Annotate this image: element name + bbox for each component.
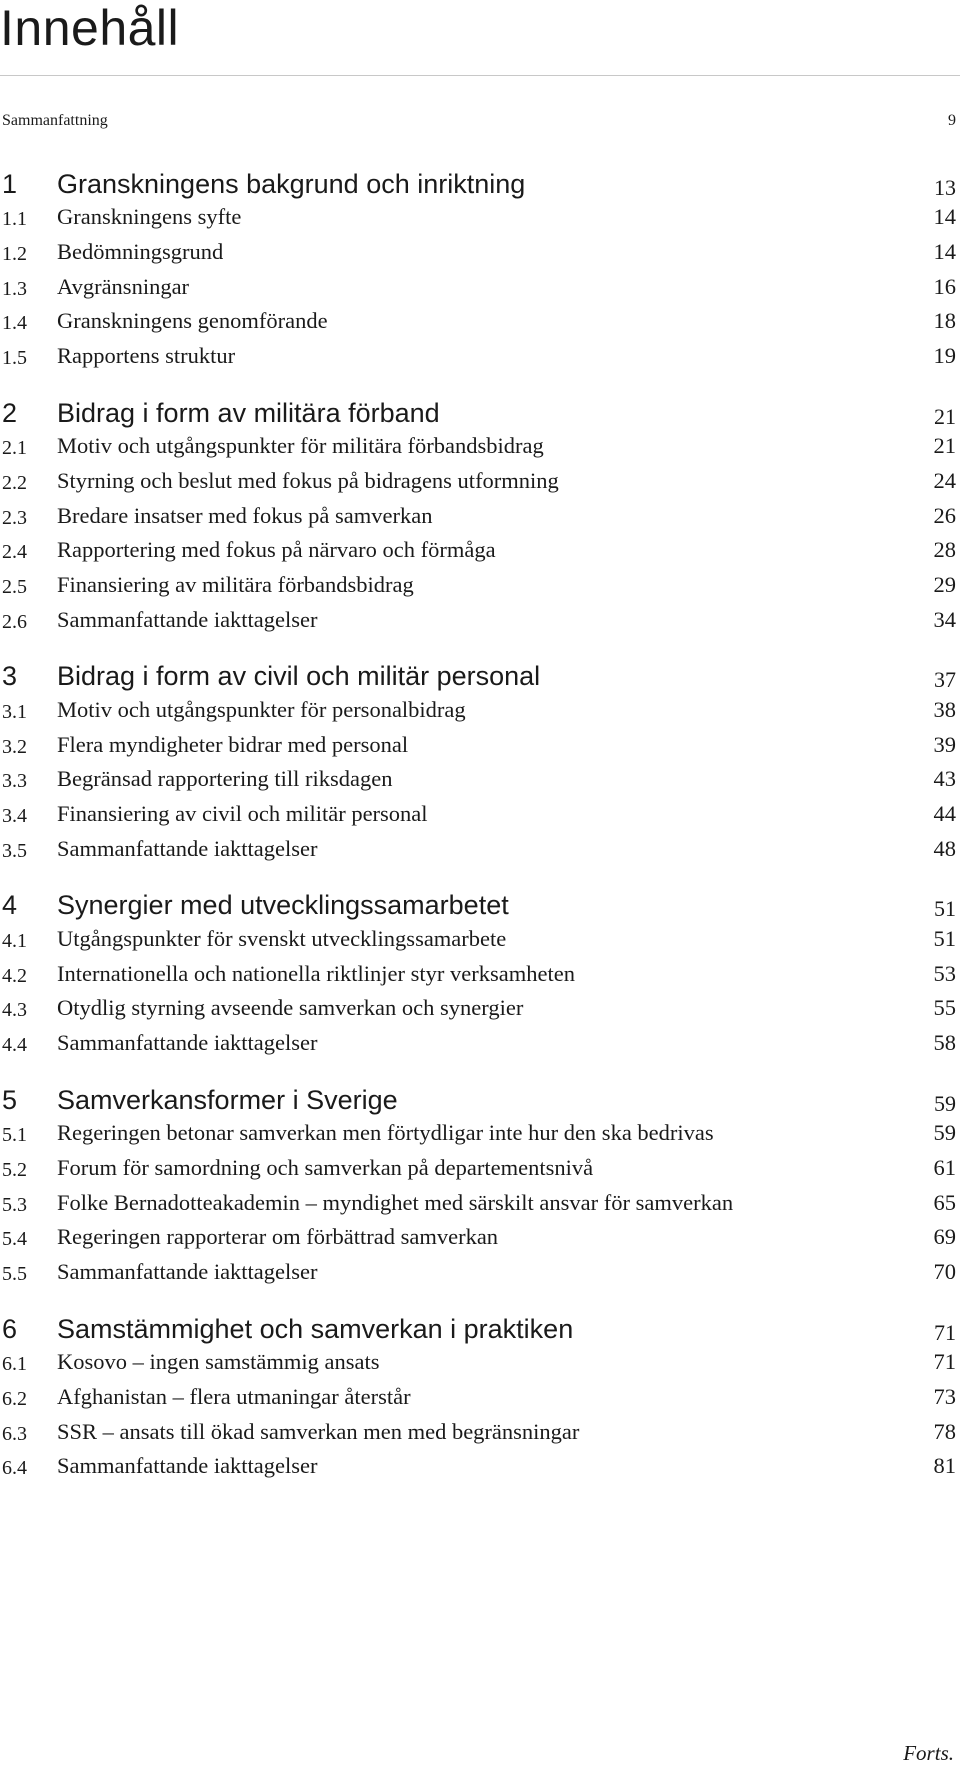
toc-section-row [0, 1188, 960, 1220]
toc-section-row [0, 1451, 960, 1483]
toc-number: 6.4 [2, 1457, 27, 1480]
toc-page-number: 29 [933, 572, 956, 597]
toc-number: 1 [2, 168, 18, 199]
toc-title: Granskningens syfte [57, 204, 242, 230]
toc-title: Sammanfattande iakttagelser [57, 606, 318, 632]
toc-title: SSR – ansats till ökad samverkan men med begränsningar [57, 1418, 580, 1444]
toc-section-row [0, 605, 960, 637]
toc-title: Otydlig styrning avseende samverkan och synergier [57, 995, 524, 1021]
toc-number: 2 [2, 397, 18, 428]
toc-section-row [0, 799, 960, 831]
toc-number: 1.2 [2, 242, 27, 265]
toc-number: 3.4 [2, 805, 27, 827]
toc-title: Avgränsningar [57, 273, 190, 299]
toc-page-number: 59 [934, 1090, 956, 1116]
toc-page-number: 24 [933, 467, 956, 493]
toc-number: 6 [2, 1313, 18, 1344]
toc-page-number: 44 [933, 801, 956, 826]
toc-page-number: 53 [933, 960, 956, 986]
toc-number: 6.2 [2, 1387, 27, 1410]
toc-page-number: 16 [933, 273, 956, 299]
toc-page-number: 9 [948, 112, 956, 129]
toc-number: 3.5 [2, 839, 27, 862]
toc-number: 1.1 [2, 208, 27, 231]
toc-title: Sammanfattande iakttagelser [57, 1453, 318, 1479]
toc-number: 2.1 [2, 437, 27, 460]
toc-section-row [0, 1118, 960, 1150]
toc-title: Finansiering av civil och militär personal [57, 801, 428, 826]
toc-title: Bidrag i form av militära förband [57, 397, 440, 428]
toc-number: 6.1 [2, 1353, 27, 1376]
toc-page-number: 19 [933, 343, 956, 368]
toc-section-row [0, 764, 960, 796]
toc-number: 3.1 [2, 700, 27, 723]
toc-page-number: 61 [933, 1154, 956, 1180]
toc-title: Motiv och utgångspunkter för militära förbandsbidrag [57, 433, 544, 459]
toc-page-number: 48 [933, 835, 956, 861]
toc-title: Internationella och nationella riktlinjer styr verksamheten [57, 960, 575, 986]
toc-page-number: 51 [933, 925, 956, 951]
title-divider [0, 75, 960, 76]
toc-number: 3.2 [2, 735, 27, 758]
toc-page-number: 78 [933, 1418, 956, 1444]
toc-title: Motiv och utgångspunkter för personalbidrag [57, 696, 466, 722]
toc-title: Styrning och beslut med fokus på bidragens utformning [57, 467, 559, 493]
toc-title: Sammanfattande iakttagelser [57, 1030, 318, 1055]
toc-number: 1.5 [2, 347, 27, 369]
toc-title: Folke Bernadotteakademin – myndighet med särskilt ansvar för samverkan [57, 1189, 734, 1215]
toc-section-row [0, 466, 960, 498]
continued-note: Forts. [903, 1741, 954, 1765]
toc-section-row [0, 431, 960, 463]
toc-number: 2.3 [2, 506, 27, 529]
toc-page-number: 73 [933, 1383, 956, 1409]
toc-title: Granskningens bakgrund och inriktning [57, 168, 526, 199]
toc-page-number: 51 [934, 896, 956, 922]
toc-number: 5.1 [2, 1124, 27, 1147]
toc-number: 4.1 [2, 929, 27, 952]
toc-page-number: 13 [934, 174, 956, 200]
toc-section-row [0, 993, 960, 1025]
toc-number: 4 [2, 890, 18, 921]
toc-section-row [0, 341, 960, 373]
toc-section-row [0, 306, 960, 338]
toc-title: Forum för samordning och samverkan på departementsnivå [57, 1154, 594, 1180]
toc-chapter-row [0, 1313, 960, 1345]
toc-page-number: 70 [933, 1259, 956, 1284]
toc-title: Sammanfattande iakttagelser [57, 835, 318, 861]
toc-page-number: 69 [933, 1224, 956, 1250]
toc-section-row [0, 1028, 960, 1060]
toc-title: Synergier med utvecklingssamarbetet [57, 890, 509, 921]
toc-page-number: 37 [934, 667, 956, 693]
toc-chapter-row [0, 889, 960, 921]
toc-number: 3.3 [2, 770, 27, 793]
toc-chapter-row [0, 1084, 960, 1116]
toc-number: 6.3 [2, 1422, 27, 1445]
toc-title: Samstämmighet och samverkan i praktiken [57, 1313, 574, 1344]
toc-title: Kosovo – ingen samstämmig ansats [57, 1349, 380, 1375]
toc-title: Rapportering med fokus på närvaro och förmåga [57, 537, 496, 563]
toc-title: Rapportens struktur [57, 343, 236, 368]
toc-page-number: 14 [933, 238, 956, 264]
toc-page-number: 43 [933, 766, 956, 792]
toc-title: Regeringen betonar samverkan men förtydligar inte hur den ska bedrivas [57, 1120, 714, 1146]
toc-chapter-row [0, 660, 960, 692]
toc-title: Bedömningsgrund [57, 238, 224, 264]
toc-number: 2.4 [2, 541, 27, 564]
toc-title: Bidrag i form av civil och militär personal [57, 661, 541, 692]
toc-number: 2.6 [2, 610, 27, 633]
toc-section-row [0, 501, 960, 533]
toc-title: Afghanistan – flera utmaningar återstår [57, 1383, 411, 1409]
toc-number: 5.3 [2, 1193, 27, 1216]
toc-page-number: 21 [933, 433, 956, 459]
toc-number: 5 [2, 1084, 18, 1115]
toc-title: Granskningens genomförande [57, 308, 328, 334]
toc-chapter-row [0, 168, 960, 200]
toc-section-row [0, 730, 960, 762]
toc-section-row [0, 959, 960, 991]
toc-number: 5.5 [2, 1263, 27, 1285]
toc-number: 4.3 [2, 999, 27, 1022]
toc-title: Regeringen rapporterar om förbättrad samverkan [57, 1224, 499, 1250]
toc-number: 5.2 [2, 1158, 27, 1181]
page-title: Innehåll [0, 0, 180, 56]
toc-title: Begränsad rapportering till riksdagen [57, 766, 393, 792]
toc-page-number: 71 [934, 1319, 956, 1345]
toc-page-number: 38 [933, 696, 956, 722]
toc-title: Samverkansformer i Sverige [57, 1084, 398, 1115]
toc-number: 1.3 [2, 277, 27, 300]
toc-title: Utgångspunkter för svenskt utvecklingssamarbete [57, 925, 507, 951]
toc-section-row [0, 834, 960, 866]
toc-title: Flera myndigheter bidrar med personal [57, 731, 409, 757]
toc-section-row [0, 570, 960, 602]
toc-page-number: 18 [933, 308, 956, 334]
toc-section-row [0, 695, 960, 727]
toc-number: 4.4 [2, 1034, 27, 1056]
toc-section-row [0, 535, 960, 567]
toc-page-number: 39 [933, 731, 956, 757]
toc-page-number: 26 [933, 502, 956, 528]
toc-number: 2.2 [2, 471, 27, 494]
toc-summary-row [0, 112, 960, 144]
toc-number: 5.4 [2, 1228, 27, 1251]
toc-page-number: 65 [933, 1189, 956, 1215]
toc-title: Sammanfattande iakttagelser [57, 1259, 318, 1284]
toc-section-row [0, 1153, 960, 1185]
toc-section-row [0, 1417, 960, 1449]
toc-section-row [0, 237, 960, 269]
toc-number: 2.5 [2, 576, 27, 598]
toc-page-number: 71 [933, 1349, 956, 1375]
toc-section-row [0, 1382, 960, 1414]
toc-section-row [0, 924, 960, 956]
toc-page-number: 21 [934, 403, 956, 429]
toc-page-number: 58 [933, 1030, 956, 1055]
toc-title: Bredare insatser med fokus på samverkan [57, 502, 433, 528]
toc-number: 4.2 [2, 964, 27, 987]
toc-section-row [0, 1257, 960, 1289]
toc-page-number: 81 [933, 1453, 956, 1479]
toc-title: Sammanfattning [2, 112, 108, 129]
toc-page-number: 28 [933, 537, 956, 563]
toc-page-number: 59 [933, 1120, 956, 1146]
toc-section-row [0, 272, 960, 304]
toc-number: 1.4 [2, 312, 27, 335]
toc-page-number: 34 [933, 606, 956, 632]
toc-page-number: 14 [933, 204, 956, 230]
toc-title: Finansiering av militära förbandsbidrag [57, 572, 414, 597]
toc-section-row [0, 1222, 960, 1254]
toc-number: 3 [2, 661, 18, 692]
toc-chapter-row [0, 397, 960, 429]
toc-section-row [0, 202, 960, 234]
toc-section-row [0, 1347, 960, 1379]
toc-page-number: 55 [933, 995, 956, 1021]
